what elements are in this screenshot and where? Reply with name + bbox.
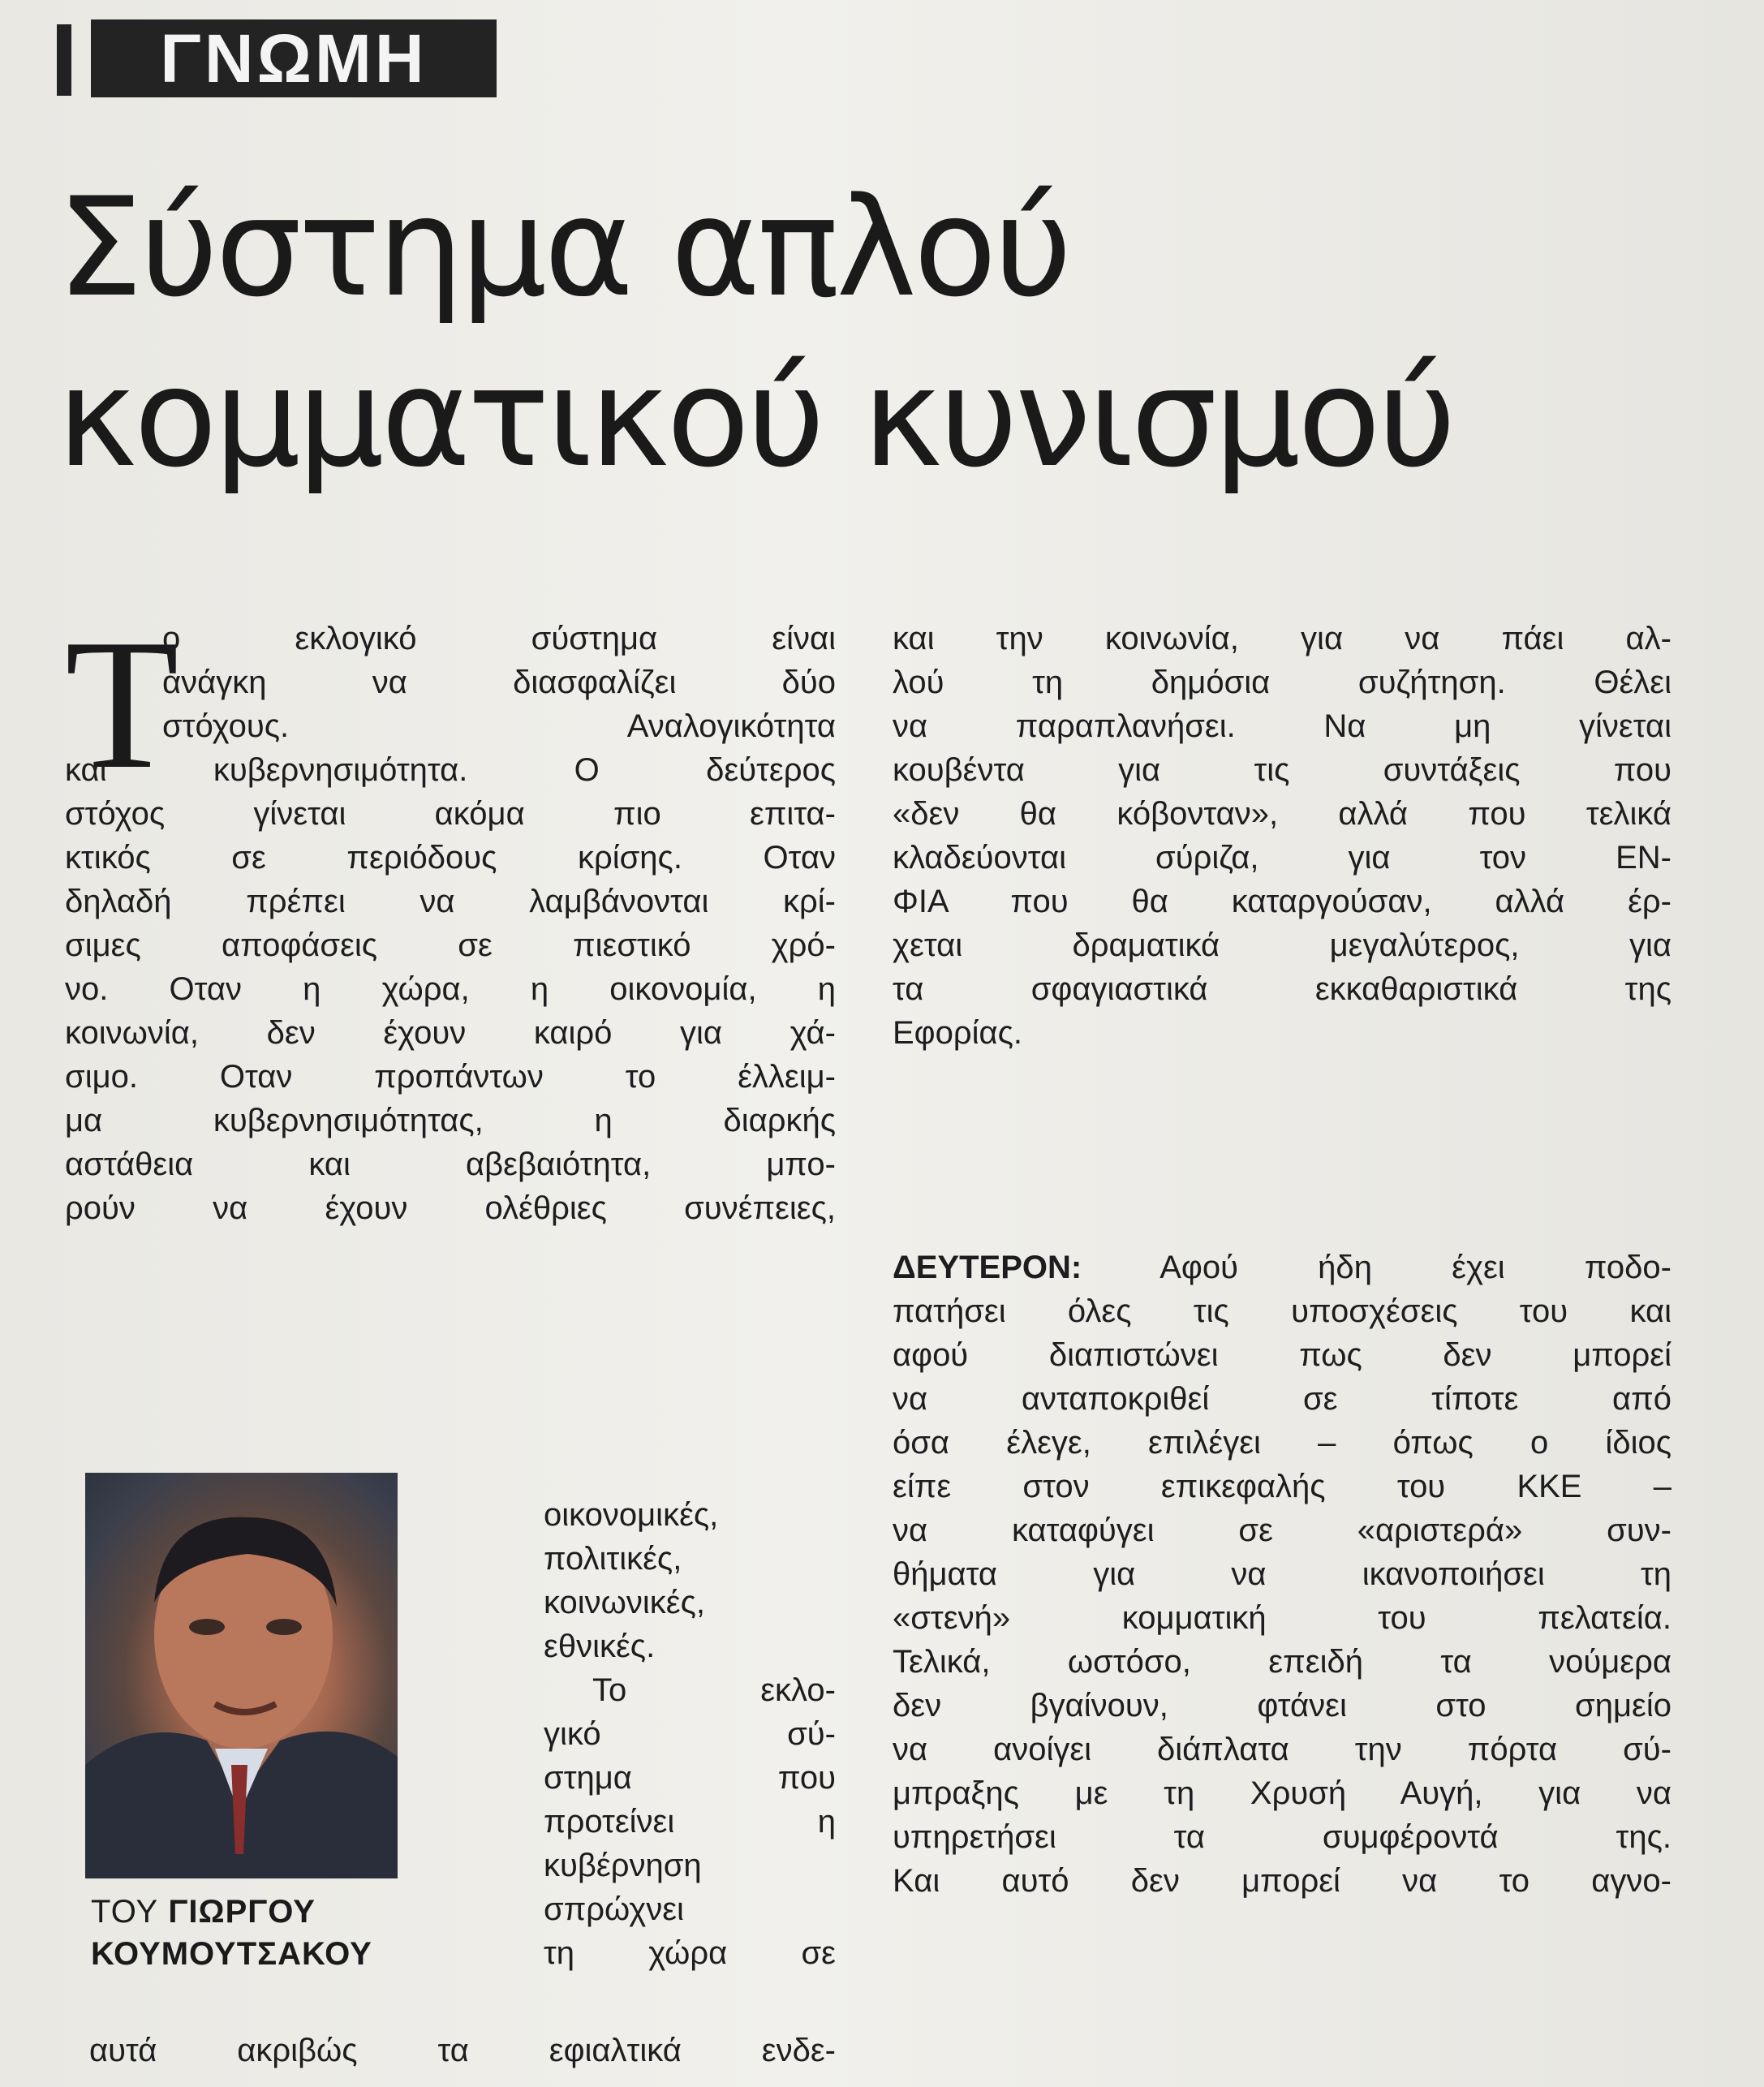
text-line: Και αυτό δεν μπορεί να το αγνο- [893, 1863, 1671, 1899]
text-line: «στενή» κομματική του πελατεία. [893, 1600, 1671, 1636]
text-line: τα σφαγιαστικά εκκαθαριστικά της [893, 971, 1671, 1007]
byline-prefix: ΤΟΥ [91, 1894, 159, 1930]
text-line: αστάθεια και αβεβαιότητα, μπο- [65, 1147, 836, 1182]
text-line: τη χώρα σε [544, 1935, 836, 1971]
text-line: κτικός σε περιόδους κρίσης. Οταν [65, 840, 836, 876]
left-column [65, 748, 836, 1230]
text-line: νο. Οταν η χώρα, η οικονομία, η [65, 971, 836, 1007]
text-line: Το εκλο- [592, 1672, 836, 1708]
text-line-lead [893, 1246, 1671, 1289]
author-byline [91, 1891, 513, 1975]
text-line: «δεν θα κόβονταν», αλλά που τελικά [893, 796, 1671, 832]
text-line: είπε στον επικεφαλής του ΚΚΕ – [893, 1469, 1671, 1504]
text-line: να καταφύγει σε «αριστερά» συν- [893, 1513, 1671, 1548]
text-line: σιμο. Οταν προπάντων το έλλειμ- [65, 1059, 836, 1095]
text-line: δεν βγαίνουν, φτάνει στο σημείο [893, 1688, 1671, 1723]
headline [57, 162, 1598, 503]
text-line: υπηρετήσει τα συμφέροντά της. [893, 1819, 1671, 1855]
text-line: σιμες αποφάσεις σε πιεστικό χρό- [65, 927, 836, 963]
text-line: δηλαδή πρέπει να λαμβάνονται κρί- [65, 884, 836, 919]
text-line: στόχους. Αναλογικότητα [162, 708, 836, 744]
text-line: Εφορίας. [893, 1015, 1023, 1051]
text-line: αφού διαπιστώνει πως δεν μπορεί [893, 1337, 1671, 1373]
text-line: ο εκλογικό σύστημα είναι [162, 621, 836, 656]
text-line: γικό σύ- [544, 1716, 836, 1752]
text-line: στημα που [544, 1760, 836, 1796]
text-line: κοινωνικές, [544, 1585, 705, 1620]
author-last-name: ΚΟΥΜΟΥΤΣΑΚΟΥ [91, 1936, 372, 1972]
text-line: στόχος γίνεται ακόμα πιο επιτα- [65, 796, 836, 832]
text-line: ρούν να έχουν ολέθριες συνέπειες, [65, 1190, 836, 1226]
text-line: και την κοινωνία, για να πάει αλ- [893, 621, 1671, 656]
right-column [893, 617, 1671, 1055]
section-label: ΓΝΩΜΗ [91, 19, 497, 97]
section-lead: ΔΕΥΤΕΡΟΝ: [893, 1250, 1082, 1285]
author-photo [85, 1473, 398, 1878]
text-line: πατήσει όλες τις υποσχέσεις του και [893, 1293, 1671, 1329]
lead-rest: Αφού ήδη έχει ποδο- [1160, 1250, 1671, 1285]
text-line: όσα έλεγε, επιλέγει – όπως ο ίδιος [893, 1425, 1671, 1461]
text-line: εθνικές. [544, 1629, 656, 1664]
left-column-last-line [89, 2029, 836, 2072]
text-line: Τελικά, ωστόσο, επειδή τα νούμερα [893, 1644, 1671, 1680]
text-line: να ανταποκριθεί σε τίποτε από [893, 1381, 1671, 1417]
text-line: οικονομικές, [544, 1497, 719, 1533]
text-line: να παραπλανήσει. Να μη γίνεται [893, 708, 1671, 744]
text-line: ανάγκη να διασφαλίζει δύο [162, 665, 836, 700]
text-line: αυτά ακριβώς τα εφιαλτικά ενδε- [89, 2033, 836, 2068]
text-line: κυβέρνηση [544, 1848, 702, 1883]
text-line: κοινωνία, δεν έχουν καιρό για χά- [65, 1015, 836, 1051]
text-line: ΦΙΑ που θα καταργούσαν, αλλά έρ- [893, 884, 1671, 919]
text-line: μα κυβερνησιμότητας, η διαρκής [65, 1103, 836, 1138]
text-line: θήματα για να ικανοποιήσει τη [893, 1556, 1671, 1592]
indent-column [544, 1493, 836, 1975]
headline-line: Σύστημα απλού [57, 168, 1069, 327]
text-line: χεται δραματικά μεγαλύτερος, για [893, 927, 1671, 963]
author-first-name: ΓΙΩΡΓΟΥ [168, 1894, 316, 1930]
text-line: μπραξης με τη Χρυσή Αυγή, για να [893, 1775, 1671, 1811]
text-line: και κυβερνησιμότητα. Ο δεύτερος [65, 752, 836, 788]
text-line: προτείνει η [544, 1804, 836, 1840]
text-line: λού τη δημόσια συζήτηση. Θέλει [893, 665, 1671, 700]
text-line: σπρώχνει [544, 1891, 684, 1927]
right-column-second-part [893, 1246, 1671, 1903]
section-marker [57, 24, 71, 96]
dropcap-lines [162, 617, 836, 748]
drop-cap: Τ [65, 600, 179, 807]
text-line: κλαδεύονται σύριζα, για τον ΕΝ- [893, 840, 1671, 876]
text-line: να ανοίγει διάπλατα την πόρτα σύ- [893, 1732, 1671, 1767]
text-line: κουβέντα για τις συντάξεις που [893, 752, 1671, 788]
headline-line: κομματικού κυνισμού [57, 338, 1453, 497]
text-line: πολιτικές, [544, 1541, 682, 1577]
